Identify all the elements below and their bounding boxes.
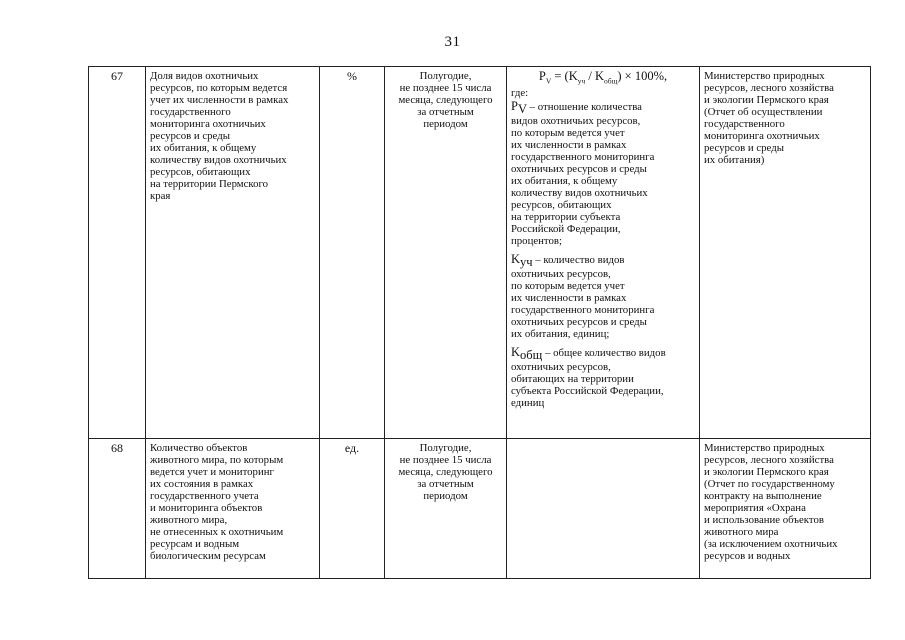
unit-cell: ед. <box>320 439 385 579</box>
formula-cell <box>507 67 700 439</box>
row-number: 67 <box>89 67 146 439</box>
def-symbol: K <box>511 251 521 266</box>
def-symbol: P <box>511 98 518 113</box>
formula <box>511 70 695 98</box>
source-cell <box>700 439 871 579</box>
formula-cell <box>507 439 700 579</box>
formula-where: где: <box>511 86 529 99</box>
indicators-table <box>88 66 871 579</box>
formula-den-sub: общ <box>604 76 618 86</box>
formula-slash: / K <box>585 69 605 83</box>
def-text: – общее количество видов охотничьих ресурсов, обитающих на территории субъекта Российской Федерации, единиц <box>511 346 666 409</box>
formula-definition <box>511 253 695 340</box>
formula-rest: ) × 100%, <box>617 69 668 83</box>
indicator-name: Доля видов охотничьих ресурсов, по которым ведется учет их численности в рамках государственного мониторинга охотничьих ресурсов и среды их обитания, к общему количеству видов охотничьих ресурсов, обитающих на территории Пермского края <box>150 70 289 202</box>
source-cell <box>700 67 871 439</box>
unit-cell: % <box>320 67 385 439</box>
indicator-name-cell <box>146 439 320 579</box>
def-sub: V <box>517 101 527 116</box>
formula-eq: = (K <box>551 69 578 83</box>
def-sub: общ <box>520 347 543 362</box>
reporting-period: Полугодие, не позднее 15 числа месяца, следующего за отчетным периодом <box>398 442 493 502</box>
page-number: 31 <box>444 34 461 50</box>
formula-definition <box>511 346 695 409</box>
def-symbol: K <box>511 344 521 359</box>
table-row <box>89 439 871 579</box>
data-source: Министерство природных ресурсов, лесного хозяйства и экологии Пермского края (Отчет по государственному контракту на выполнение мероприятия «Охрана и использование объектов животного мира (за исключением охотничьих ресурсов и водных <box>704 442 838 562</box>
row-number: 68 <box>89 439 146 579</box>
formula-definition <box>511 100 695 247</box>
reporting-period: Полугодие, не позднее 15 числа месяца, следующего за отчетным периодом <box>398 70 493 130</box>
formula-lhs-symbol: P <box>538 69 546 83</box>
indicator-name: Количество объектов животного мира, по которым ведется учет и мониторинг их состояния в рамках государственного учета и мониторинга объектов животного мира, не отнесенных к охотничьим ресурсам и водным биологическим ресурсам <box>150 442 284 562</box>
data-source: Министерство природных ресурсов, лесного хозяйства и экологии Пермского края (Отчет об осуществлении государственного мониторинга охотничьих ресурсов и среды их обитания) <box>704 70 834 166</box>
formula-num-sub: уч <box>577 76 586 86</box>
period-cell <box>385 67 507 439</box>
period-cell <box>385 439 507 579</box>
indicator-name-cell <box>146 67 320 439</box>
table-row <box>89 67 871 439</box>
def-text: – отношение количества видов охотничьих ресурсов, по которым ведется учет их численности в рамках государственного мониторинга охотничьих ресурсов и среды их обитания, к общему количеству видов охотничьих ресурсов, обитающих на территории субъекта Российской Федерации, процентов; <box>511 100 655 247</box>
def-text: – количество видов охотничьих ресурсов, по которым ведется учет их численности в рамках государственного мониторинга охотничьих ресурсов и среды их обитания, единиц; <box>511 253 655 340</box>
def-sub: уч <box>520 254 533 269</box>
formula-lhs-sub: V <box>545 76 552 86</box>
